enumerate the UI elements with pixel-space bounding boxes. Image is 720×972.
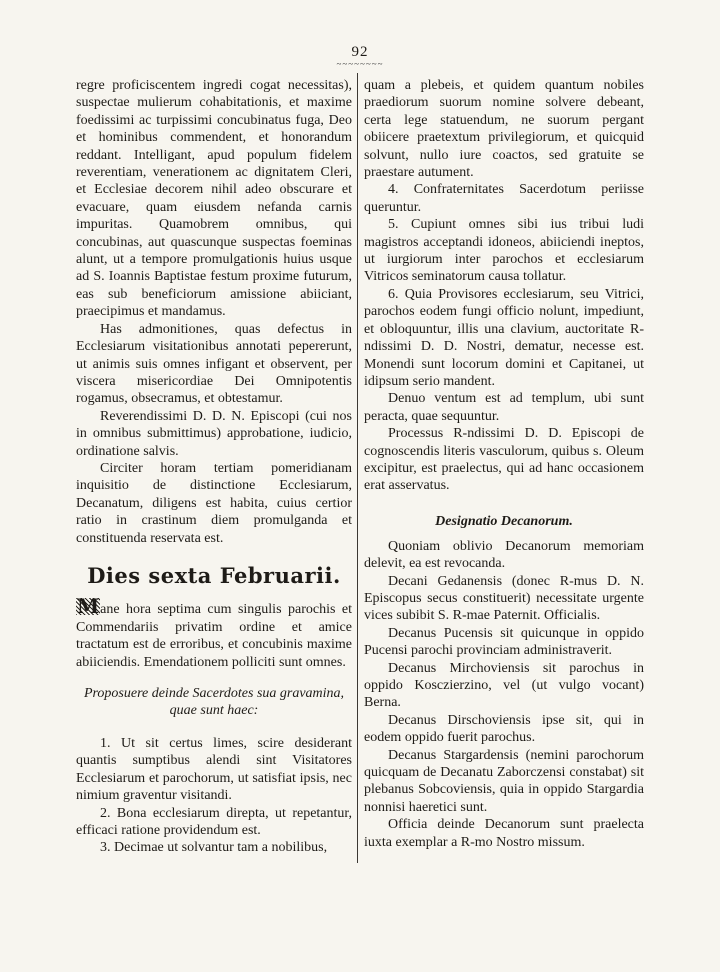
paragraph: Decanus Mirchoviensis sit parochus in oppido Kosczierzino, vel (ut vulgo vocant) Berna. <box>364 660 644 711</box>
paragraph-text: ane hora septima cum singulis parochis et Commendariis privatim ordine et amice tractatum est de erroribus, et concubinis maxime abiiciendis. Emendationem polliciti sunt omnes. <box>76 602 352 670</box>
left-column <box>76 77 352 857</box>
paragraph: Decani Gedanensis (donec R-mus D. N. Episcopus secus constituerit) necessitate urgente vices subibit S. R-mae Paternit. Officialis. <box>364 573 644 624</box>
list-item: 2. Bona ecclesiarum direpta, ut repetantur, efficaci ratione providendum est. <box>76 805 352 839</box>
drop-cap: M <box>77 594 100 619</box>
section-heading: Dies sexta Februarii. <box>87 562 341 588</box>
paragraph: Reverendissimi D. D. N. Episcopi (cui nos in omnibus submittimus) approbatione, iudicio, ordinatione salvis. <box>76 408 352 459</box>
paragraph: regre proficiscentem ingredi cogat necessitas), suspectae mulierum cohabitationis, et maxime foedissimi ac turpissimi concubinatus fuga, Deo et hominibus commendent, et honorandum reddant. Intelligant, apud populum fidelem reverentiam, venerationem ac dignitatem Cleri, et Ecclesiae decorem nihil adeo obscurare et evacuare, quam eiusdem nefanda carnis impuritas. Quamobrem omnibus, qui concubinas, aut quascunque suspectas foeminas alunt, ut a tempore promulgationis huius usque ad S. Ioannis Baptistae festum proxime futurum, eas sub beneficiorum amissione abiiciant, praecipimus et mandamus. <box>76 78 352 320</box>
paragraph: Decanus Pucensis sit quicunque in oppido Pucensi parochi provinciam administraverit. <box>364 625 644 659</box>
right-column <box>364 77 644 851</box>
paragraph: Officia deinde Decanorum sunt praelecta iuxta exemplar a R-mo Nostro missum. <box>364 817 644 850</box>
paragraph: Decanus Stargardensis (nemini parochorum quicquam de Decanatu Zaborczensi constabat) sit plebanus Sobcoviensis, quia in oppido Stargardia nonnisi haeretici sunt. <box>364 747 644 815</box>
page-number <box>0 44 720 67</box>
paragraph: Has admonitiones, quas defectus in Ecclesiarum visitationibus annotati pepererunt, ut animis suis omnes infigant et observent, per viscera misericordiae Dei Omnipotentis rogamus, obsecramus, et obtestamur. <box>76 321 352 407</box>
list-item: 5. Cupiunt omnes sibi ius tribui ludi magistros acceptandi idoneos, abiiciendi ineptos, ut iurgiorum inter parochos et ecclesiarum Vitricos seminatorum causa tollatur. <box>364 217 644 285</box>
paragraph: Denuo ventum est ad templum, ubi sunt peracta, quae sequuntur. <box>364 391 644 424</box>
subheading: Designatio Decanorum. <box>435 513 573 529</box>
page-number-ornament: ~~~~~~~~ <box>336 59 384 69</box>
column-divider <box>357 73 358 863</box>
paragraph: Processus R-ndissimi D. D. Episcopi de cognoscendis literis vasculorum, quibus s. Oleum excipitur, est praelectus, qui ad hanc occasionem erat asservatus. <box>364 426 644 494</box>
list-item: 1. Ut sit certus limes, scire desiderant quantis sumptibus alendi sint Visitatores Ecclesiarum et parochorum, ut satisfiat ipsis, nec nimium graventur visitandi. <box>76 736 352 804</box>
paragraph: Quoniam oblivio Decanorum memoriam delevit, ea est revocanda. <box>364 538 644 572</box>
paragraph-with-dropcap <box>76 594 352 671</box>
list-item: 4. Confraternitates Sacerdotum periisse queruntur. <box>364 182 644 215</box>
paragraph: Decanus Dirschoviensis ipse sit, qui in eodem oppido fuerit parochus. <box>364 712 644 746</box>
page-number-text: 92 <box>351 44 369 60</box>
subheading: Proposuere deinde Sacerdotes sua gravamina, quae sunt haec: <box>83 686 345 718</box>
list-item: 6. Quia Provisores ecclesiarum, seu Vitrici, parochos eodem fungi officio nolunt, impediunt, et obloquuntur, illis una clavium, auctoritate R-ndissimi D. D. Nostri, dematur, necesse est. Monendi sunt locorum domini et Capitanei, ut idipsum serio mandent. <box>364 286 644 389</box>
paragraph: Circiter horam tertiam pomeridianam inquisitio de distinctione Ecclesiarum, Decanatum, diligens est habita, cuius certior ratio in crastinum diem promulganda et constituenda reservata est. <box>76 460 352 546</box>
list-item: 3. Decimae ut solvantur tam a nobilibus, <box>100 840 328 856</box>
paragraph: quam a plebeis, et quidem quantum nobiles praediorum suorum nomine solvere debeant, certa lege statuendum, ne suorum pergant obiicere praetextum privilegiorum, et quicquid solvunt, nullo iure coactos, sed gratuite se praestare autument. <box>364 78 644 181</box>
